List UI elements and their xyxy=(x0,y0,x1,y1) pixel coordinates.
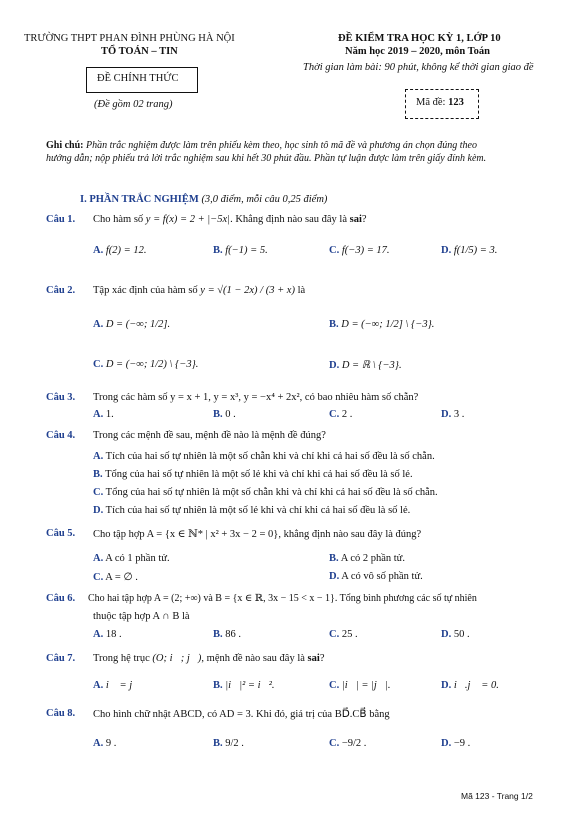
note-line-2: hướng dẫn; nộp phiếu trả lời trắc nghiệm sau khi hết 30 phút đầu. Phần tự luận được làm trên giấy đính kèm. xyxy=(46,153,487,164)
page-footer: Mã 123 - Trang 1/2 xyxy=(461,791,533,801)
q3-stem: Trong các hàm số y = x + 1, y = x³, y = −x⁴ + 2x², có bao nhiêu hàm số chẵn? xyxy=(93,392,419,403)
option-letter: D. xyxy=(93,505,104,516)
q6-option-a[interactable] xyxy=(93,629,122,640)
option-letter: B. xyxy=(213,245,223,256)
q5-option-a[interactable] xyxy=(93,553,170,564)
option-text: D = ℝ \ {−3}. xyxy=(341,360,402,371)
exam-code-label: Mã đề: xyxy=(416,97,449,108)
option-letter: A. xyxy=(93,553,104,564)
q1-text-a: Cho hàm số xyxy=(93,214,146,225)
q2-text-a: Tập xác định của hàm số xyxy=(93,285,201,296)
option-text: f(−1) = 5. xyxy=(225,245,268,256)
option-letter: B. xyxy=(213,409,223,420)
q3-option-a[interactable] xyxy=(93,409,114,420)
option-text: 2 . xyxy=(341,409,353,420)
option-letter: D. xyxy=(441,629,452,640)
q8-option-d[interactable] xyxy=(441,738,470,749)
exam-title: ĐỀ KIỂM TRA HỌC KỲ 1, LỚP 10 xyxy=(338,33,501,44)
option-letter: D. xyxy=(441,245,452,256)
option-text: Tổng của hai số tự nhiên là một số chẵn khi và chỉ khi cả hai số đều là số chẵn. xyxy=(105,487,438,498)
q1-option-d[interactable] xyxy=(441,245,497,256)
q1-option-b[interactable] xyxy=(213,245,268,256)
department: TỔ TOÁN – TIN xyxy=(101,46,178,57)
option-letter: A. xyxy=(93,319,104,330)
q5-option-d[interactable] xyxy=(329,571,423,582)
option-text: 0 . xyxy=(225,409,236,420)
option-letter: D. xyxy=(441,680,452,691)
option-text: i⃗ = j⃗ xyxy=(105,680,141,691)
q1-text-b: . Khẳng định nào sau đây là xyxy=(230,214,350,225)
q7-option-b[interactable] xyxy=(213,680,274,691)
option-text: A có 2 phần tử. xyxy=(340,553,405,564)
option-letter: B. xyxy=(93,469,103,480)
q7-option-c[interactable] xyxy=(329,680,391,691)
option-text: |i⃗| = |j⃗|. xyxy=(341,680,391,691)
option-text: D = (−∞; 1/2) \ {−3}. xyxy=(105,359,199,370)
option-text: A có vô số phần tử. xyxy=(341,571,423,582)
option-text: −9/2 . xyxy=(341,738,367,749)
option-letter: D. xyxy=(441,409,452,420)
option-letter: D. xyxy=(441,738,452,749)
q2-label: Câu 2. xyxy=(46,285,76,296)
school-name: TRƯỜNG THPT PHAN ĐÌNH PHÙNG HÀ NỘI xyxy=(24,33,235,44)
option-text: −9 . xyxy=(453,738,471,749)
option-text: 9/2 . xyxy=(225,738,244,749)
option-text: A = ∅ . xyxy=(105,572,138,583)
q7-stem xyxy=(93,653,324,664)
q6-stem-line-2: thuộc tập hợp A ∩ B là xyxy=(93,611,190,622)
option-text: f(2) = 12. xyxy=(105,245,147,256)
q3-option-b[interactable] xyxy=(213,409,236,420)
q7-option-a[interactable] xyxy=(93,680,140,691)
q6-option-c[interactable] xyxy=(329,629,358,640)
q2-option-c[interactable] xyxy=(93,359,198,370)
q3-option-c[interactable] xyxy=(329,409,352,420)
q6-stem-line-1: Cho hai tập hợp A = (2; +∞) và B = {x ∈ ℝ, 3x − 15 < x − 1}. Tổng bình phương các số tự nhiên xyxy=(88,593,477,604)
option-letter: A. xyxy=(93,680,104,691)
q5-label: Câu 5. xyxy=(46,528,76,539)
q2-option-b[interactable] xyxy=(329,319,434,330)
option-text: D = (−∞; 1/2] \ {−3}. xyxy=(341,319,435,330)
q6-option-d[interactable] xyxy=(441,629,470,640)
option-letter: B. xyxy=(213,680,223,691)
option-letter: D. xyxy=(329,360,340,371)
option-text: f(−3) = 17. xyxy=(341,245,390,256)
option-letter: C. xyxy=(329,409,340,420)
option-letter: A. xyxy=(93,451,104,462)
q4-option-a[interactable] xyxy=(93,451,435,462)
q2-text-b: là xyxy=(294,285,306,296)
option-text: Tích của hai số tự nhiên là một số lẻ khi và chỉ khi cả hai số đều là số lẻ. xyxy=(105,505,411,516)
option-letter: C. xyxy=(93,572,104,583)
q8-stem: Cho hình chữ nhật ABCD, có AD = 3. Khi đó, giá trị của BD⃗.CB⃗ bằng xyxy=(93,709,390,720)
option-text: 9 . xyxy=(105,738,117,749)
option-letter: A. xyxy=(93,629,104,640)
option-text: i⃗.j⃗ = 0. xyxy=(453,680,499,691)
q1-bold: sai xyxy=(349,214,362,225)
q5-option-b[interactable] xyxy=(329,553,405,564)
q4-label: Câu 4. xyxy=(46,430,76,441)
official-label: ĐỀ CHÍNH THỨC xyxy=(97,73,179,84)
option-text: |i⃗|² = i⃗². xyxy=(225,680,275,691)
option-letter: C. xyxy=(329,680,340,691)
option-letter: A. xyxy=(93,409,104,420)
q8-label: Câu 8. xyxy=(46,708,76,719)
q1-label: Câu 1. xyxy=(46,214,76,225)
q4-option-d[interactable] xyxy=(93,505,410,516)
option-letter: B. xyxy=(213,738,223,749)
exam-code xyxy=(416,97,464,108)
option-letter: C. xyxy=(93,359,104,370)
q4-option-b[interactable] xyxy=(93,469,413,480)
q4-option-c[interactable] xyxy=(93,487,438,498)
option-letter: C. xyxy=(93,487,104,498)
q3-label: Câu 3. xyxy=(46,392,76,403)
option-letter: B. xyxy=(329,553,339,564)
q7-label: Câu 7. xyxy=(46,653,76,664)
note-text-1: Phần trắc nghiệm được làm trên phiếu kèm theo, học sinh tô mã đề và phương án chọn đúng theo xyxy=(83,140,477,151)
q1-text-c: ? xyxy=(361,214,367,225)
section-title: I. PHẦN TRẮC NGHIỆM xyxy=(80,194,199,205)
q2-math: y = √(1 − 2x) / (3 + x) xyxy=(200,285,295,296)
q1-stem xyxy=(93,214,367,225)
q1-math: y = f(x) = 2 + |−5x| xyxy=(145,214,231,225)
option-text: Tổng của hai số tự nhiên là một số lẻ khi và chỉ khi cả hai số đều là số lẻ. xyxy=(105,469,413,480)
option-text: Tích của hai số tự nhiên là một số chẵn khi và chỉ khi cả hai số đều là số chẵn. xyxy=(105,451,435,462)
option-text: 1. xyxy=(105,409,114,420)
option-text: 86 . xyxy=(225,629,242,640)
q7-option-d[interactable] xyxy=(441,680,499,691)
q2-option-d[interactable] xyxy=(329,359,402,371)
option-text: D = (−∞; 1/2]. xyxy=(105,319,171,330)
option-text: 50 . xyxy=(453,629,470,640)
q8-option-a[interactable] xyxy=(93,738,116,749)
page-count: (Đề gồm 02 trang) xyxy=(94,99,173,110)
q7-bold: sai xyxy=(307,653,320,664)
q7-math: (O; i⃗; j⃗) xyxy=(152,653,202,664)
option-letter: A. xyxy=(93,738,104,749)
q3-option-d[interactable] xyxy=(441,409,464,420)
option-letter: A. xyxy=(93,245,104,256)
option-text: A có 1 phần tử. xyxy=(105,553,170,564)
note-line-1 xyxy=(46,140,477,151)
q6-label: Câu 6. xyxy=(46,593,76,604)
q6-option-b[interactable] xyxy=(213,629,241,640)
q4-stem: Trong các mệnh đề sau, mệnh đề nào là mệnh đề đúng? xyxy=(93,430,326,441)
option-text: f(1/5) = 3. xyxy=(453,245,498,256)
q1-option-a[interactable] xyxy=(93,245,146,256)
section-detail: (3,0 điểm, mỗi câu 0,25 điểm) xyxy=(198,194,328,205)
q8-option-c[interactable] xyxy=(329,738,366,749)
exam-time: Thời gian làm bài: 90 phút, không kể thời gian giao đề xyxy=(303,62,534,73)
exam-year: Năm học 2019 – 2020, môn Toán xyxy=(345,46,490,57)
q5-option-c[interactable] xyxy=(93,571,138,583)
q2-option-a[interactable] xyxy=(93,319,170,330)
section-heading xyxy=(80,194,327,205)
option-letter: C. xyxy=(329,629,340,640)
option-letter: B. xyxy=(213,629,223,640)
q1-option-c[interactable] xyxy=(329,245,390,256)
q7-text-c: ? xyxy=(319,653,325,664)
q7-text-b: , mệnh đề nào sau đây là xyxy=(201,653,308,664)
exam-code-value: 123 xyxy=(448,97,464,108)
option-text: 25 . xyxy=(341,629,358,640)
note-label: Ghi chú: xyxy=(46,140,84,151)
option-text: 18 . xyxy=(105,629,122,640)
q5-stem: Cho tập hợp A = {x ∈ ℕ* | x² + 3x − 2 = 0}, khẳng định nào sau đây là đúng? xyxy=(93,529,422,540)
option-text: 3 . xyxy=(453,409,465,420)
option-letter: D. xyxy=(329,571,340,582)
option-letter: B. xyxy=(329,319,339,330)
q2-stem xyxy=(93,285,305,296)
q8-option-b[interactable] xyxy=(213,738,244,749)
option-letter: C. xyxy=(329,738,340,749)
q7-text-a: Trong hệ trục xyxy=(93,653,153,664)
option-letter: C. xyxy=(329,245,340,256)
